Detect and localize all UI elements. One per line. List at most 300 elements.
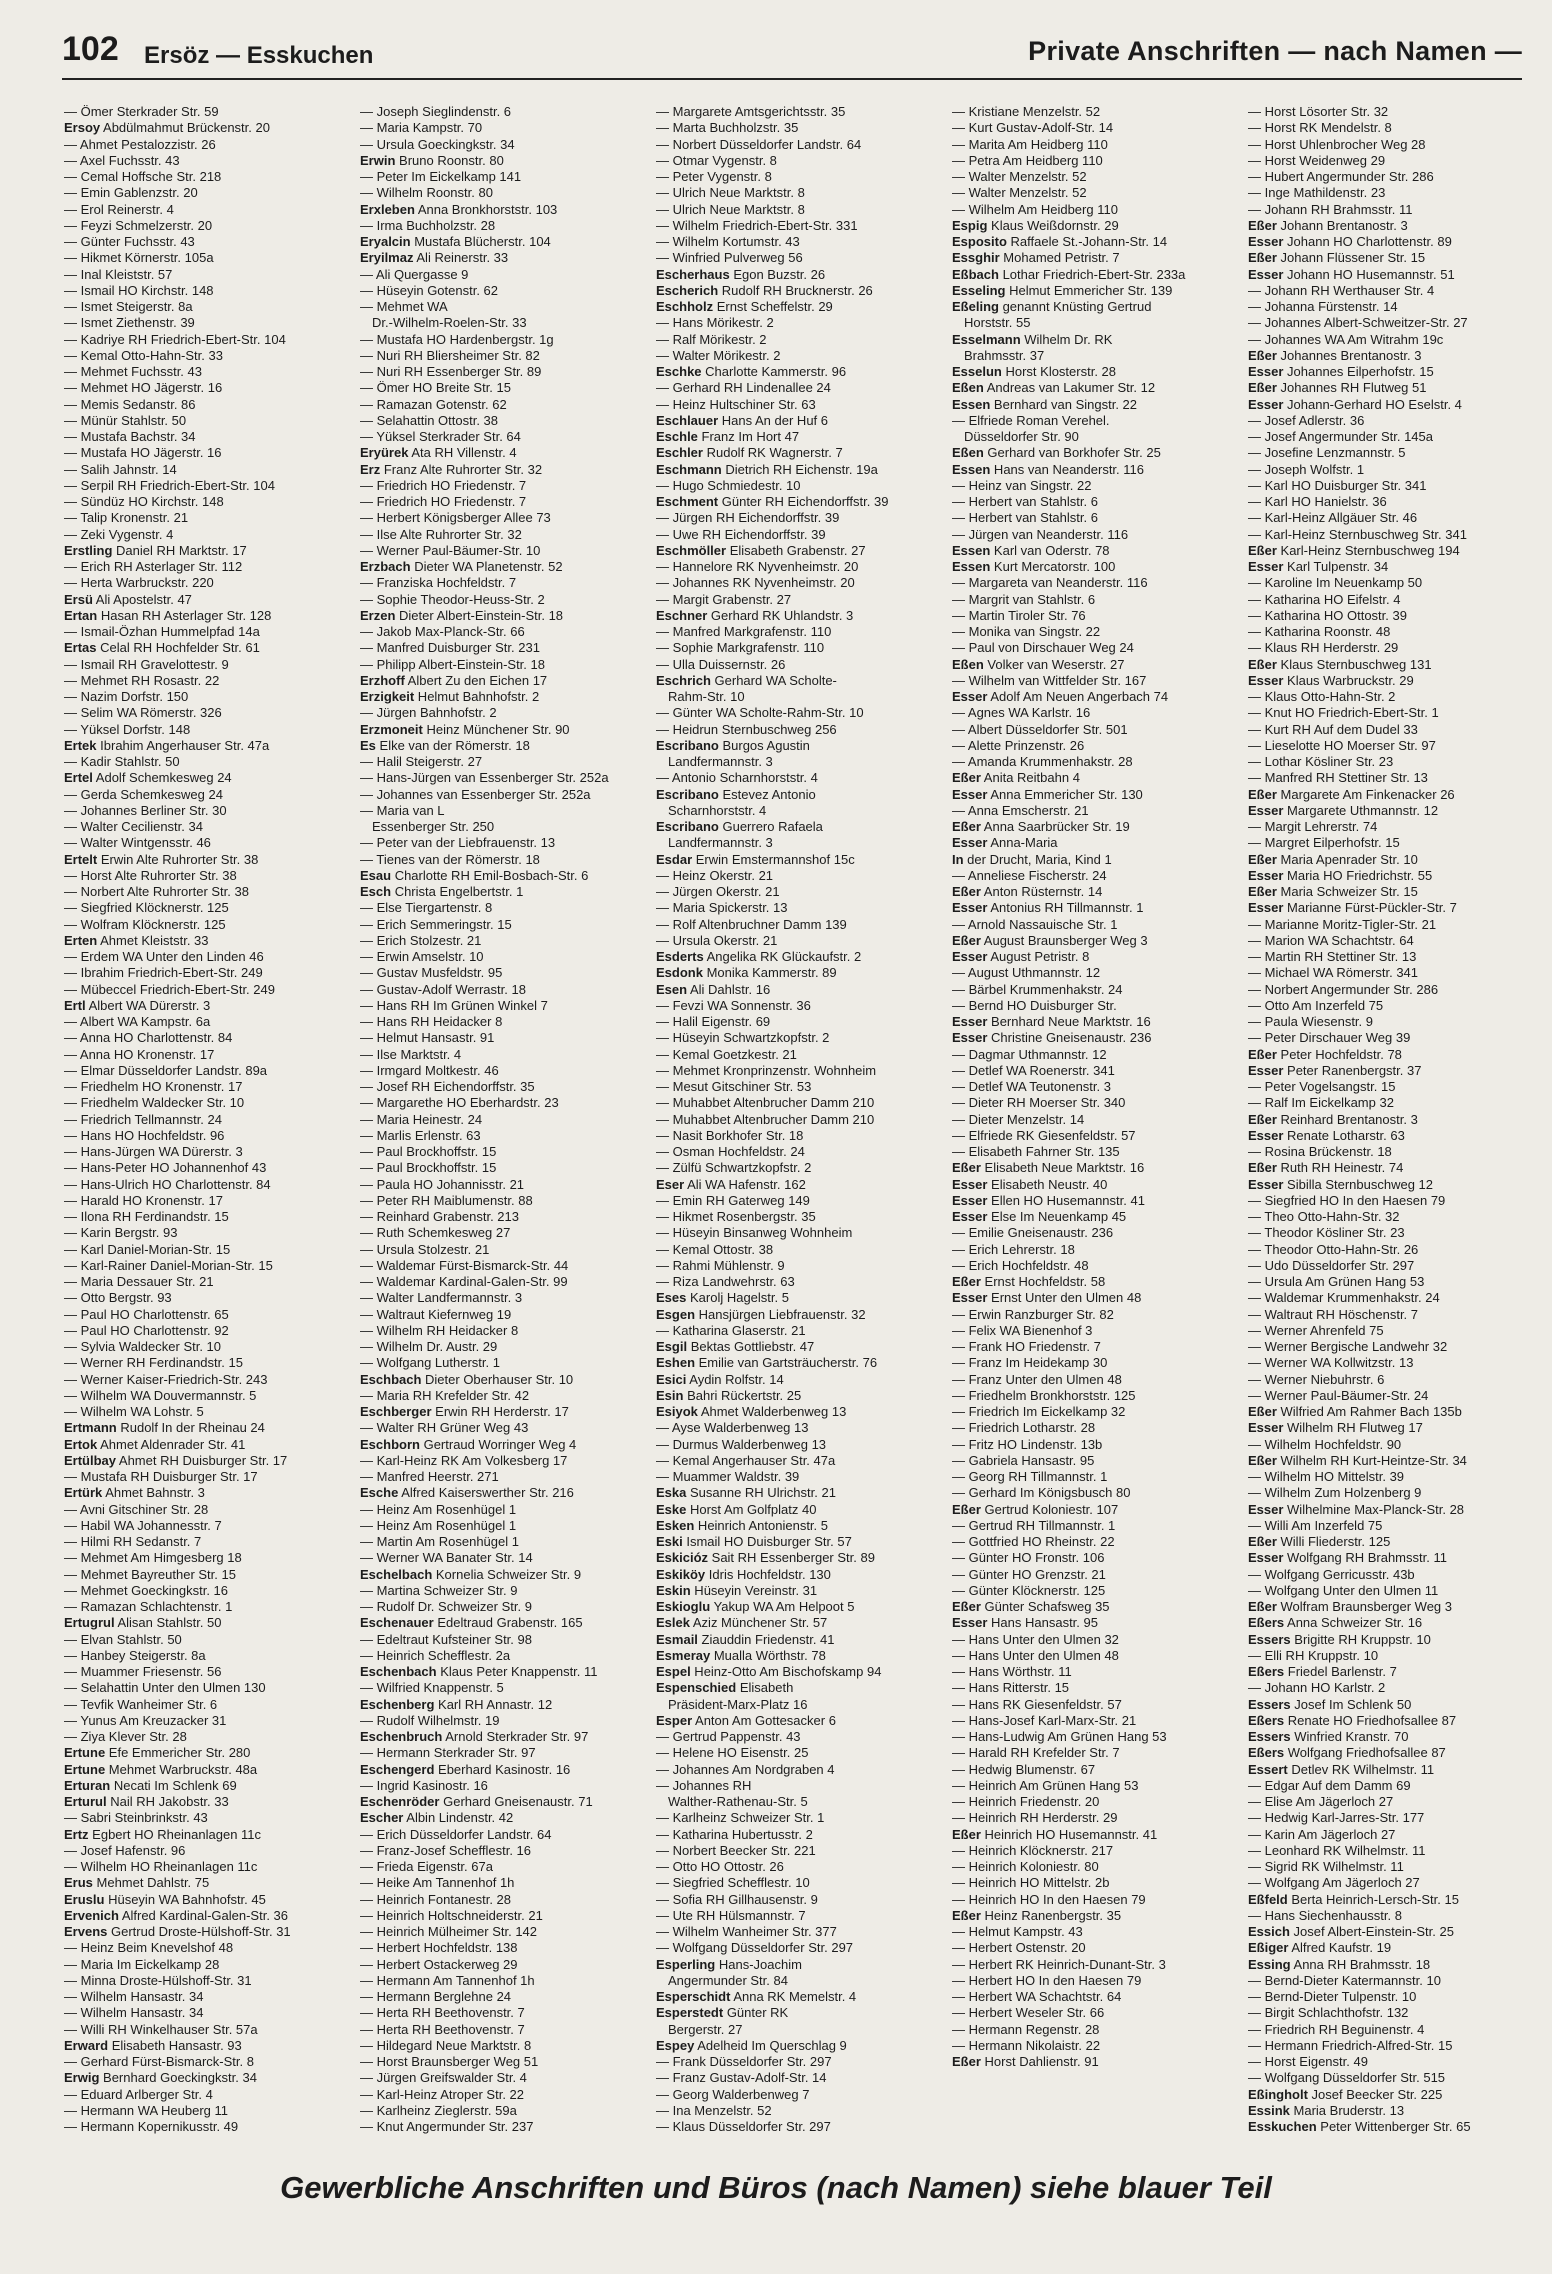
- listing-entry: Essen Hans van Neanderstr. 116: [952, 461, 1144, 477]
- listing-entry: — Muhabbet Altenbrucher Damm 210: [656, 1111, 875, 1127]
- listing-entry: Eßers Anna Schweizer Str. 16: [1248, 1615, 1423, 1631]
- listing-entry: — Tevfik Wanheimer Str. 6: [64, 1696, 218, 1712]
- listing-entry: — Maria Spickerstr. 13: [656, 900, 788, 916]
- listing-entry: — Heike Am Tannenhof 1h: [360, 1875, 515, 1891]
- listing-entry: Esgen Hansjürgen Liebfrauenstr. 32: [656, 1306, 866, 1322]
- listing-entry: — Selim WA Römerstr. 326: [64, 705, 222, 721]
- listing-entry: Esche Alfred Kaiserswerther Str. 216: [360, 1485, 574, 1501]
- listing-entry: — Ali Quergasse 9: [360, 266, 469, 282]
- listing-entry: — Dieter RH Moerser Str. 340: [952, 1095, 1126, 1111]
- listing-entry: Ertürk Ahmet Bahnstr. 3: [64, 1485, 205, 1501]
- listing-entry: — Harald RH Krefelder Str. 7: [952, 1745, 1120, 1761]
- listing-entry: — Kurt RH Auf dem Dudel 33: [1248, 721, 1418, 737]
- listing-entry: — Hermann Regenstr. 28: [952, 2021, 1100, 2037]
- listing-entry: Essen Kurt Mercatorstr. 100: [952, 559, 1116, 574]
- listing-entry: — Muammer Friesenstr. 56: [64, 1664, 222, 1679]
- listing-entry: — Hannelore RK Nyvenheimstr. 20: [656, 559, 859, 574]
- listing-entry: Erzigkeit Helmut Bahnhofstr. 2: [360, 689, 540, 704]
- listing-entry: — Karin Bergstr. 93: [64, 1225, 178, 1241]
- listing-entry: Escherich Rudolf RH Brucknerstr. 26: [656, 282, 873, 298]
- listing-entry: — Hildegard Neue Marktstr. 8: [360, 2037, 532, 2053]
- listing-entry: Eschrich Gerhard WA Scholte-: [656, 672, 837, 688]
- listing-entry: — Herbert WA Schachtstr. 64: [952, 1989, 1122, 2004]
- listing-entry: — Elmar Düsseldorfer Landstr. 89a: [64, 1062, 268, 1078]
- listing-entry: Esseling Helmut Emmericher Str. 139: [952, 282, 1173, 298]
- listing-entry: — Theo Otto-Hahn-Str. 32: [1248, 1209, 1400, 1224]
- listing-entry: — Werner Paul-Bäumer-Str. 10: [360, 542, 541, 558]
- listing-entry: — Inge Mathildenstr. 23: [1248, 185, 1386, 201]
- listing-entry: — Fevzi WA Sonnenstr. 36: [656, 997, 811, 1013]
- listing-entry: Essen Bernhard van Singstr. 22: [952, 396, 1138, 412]
- listing-entry: — Maria RH Krefelder Str. 42: [360, 1387, 530, 1403]
- listing-entry: — Detlef WA Roenerstr. 341: [952, 1062, 1115, 1078]
- listing-entry: Eßen Andreas van Lakumer Str. 12: [952, 380, 1156, 396]
- listing-entry: Eschberger Erwin RH Herderstr. 17: [360, 1404, 569, 1419]
- listing-entry: — Ulla Duissernstr. 26: [656, 656, 786, 672]
- listing-entry: — Friedrich HO Friedenstr. 7: [360, 494, 527, 509]
- listing-entry: — Hilmi RH Sedanstr. 7: [64, 1534, 202, 1549]
- listing-entry: — Herbert Ostenstr. 20: [952, 1940, 1086, 1956]
- listing-column-4: [952, 104, 1242, 2134]
- listing-entry: Eschengerd Eberhard Kasinostr. 16: [360, 1761, 571, 1777]
- listing-entry: — Günter WA Scholte-Rahm-Str. 10: [656, 705, 864, 721]
- listing-entry: — Hans Mörikestr. 2: [656, 315, 774, 331]
- listing-entry: — Rudolf Dr. Schweizer Str. 9: [360, 1599, 532, 1614]
- listing-entry: — Ismail HO Kirchstr. 148: [64, 282, 214, 298]
- listing-entry: — Gabriela Hansastr. 95: [952, 1452, 1095, 1468]
- listing-entry: Esen Ali Dahlstr. 16: [656, 981, 771, 997]
- listing-entry: Eschholz Ernst Scheffelstr. 29: [656, 299, 833, 314]
- listing-entry: — Marita Am Heidberg 110: [952, 136, 1108, 152]
- listing-entry: — Ursula Okerstr. 21: [656, 932, 778, 948]
- listing-entry: — Margit Lehrerstr. 74: [1248, 819, 1378, 834]
- listing-entry: — Heinrich Koloniestr. 80: [952, 1859, 1099, 1874]
- listing-entry: Eskioglu Yakup WA Am Helpoot 5: [656, 1599, 855, 1614]
- listing-entry: Eßer Ernst Hochfeldstr. 58: [952, 1274, 1106, 1289]
- listing-entry: — Herbert Königsberger Allee 73: [360, 510, 551, 526]
- listing-entry: Erstling Daniel RH Marktstr. 17: [64, 542, 247, 558]
- listing-entry: Ertugrul Alisan Stahlstr. 50: [64, 1615, 222, 1631]
- listing-entry: Brahmsstr. 37: [964, 347, 1045, 363]
- listing-entry: — Ahmet Pestalozzistr. 26: [64, 136, 216, 152]
- listing-columns: [64, 104, 1546, 2134]
- listing-entry: — Hugo Schmiedestr. 10: [656, 477, 801, 493]
- listing-entry: Eschle Franz Im Hort 47: [656, 429, 800, 444]
- listing-entry: — Mehmet Bayreuther Str. 15: [64, 1566, 236, 1582]
- footer-note: Gewerbliche Anschriften und Büros (nach Namen) siehe blauer Teil: [280, 2170, 1272, 2205]
- listing-entry: — Heinz Beim Knevelshof 48: [64, 1940, 234, 1956]
- listing-entry: — Mehmet Goeckingkstr. 16: [64, 1582, 229, 1598]
- listing-entry: — Jakob Max-Planck-Str. 66: [360, 624, 525, 639]
- listing-entry: — Johannes Albert-Schweitzer-Str. 27: [1248, 315, 1468, 331]
- listing-entry: — Heinz Hultschiner Str. 63: [656, 396, 816, 412]
- listing-entry: Erxleben Anna Bronkhorststr. 103: [360, 201, 558, 217]
- listing-entry: — Frieda Eigenstr. 67a: [360, 1859, 493, 1874]
- listing-entry: Eßer Elisabeth Neue Marktstr. 16: [952, 1160, 1145, 1176]
- listing-entry: — Ziya Klever Str. 28: [64, 1729, 187, 1744]
- listing-entry: — Lieselotte HO Moerser Str. 97: [1248, 737, 1436, 753]
- listing-entry: — Hüseyin Gotenstr. 62: [360, 282, 499, 298]
- listing-entry: — Antonio Scharnhorststr. 4: [656, 770, 818, 786]
- listing-entry: — Walter Mörikestr. 2: [656, 347, 781, 363]
- listing-entry: Esch Christa Engelbertstr. 1: [360, 884, 524, 899]
- listing-entry: — Arnold Nassauische Str. 1: [952, 916, 1118, 932]
- listing-entry: Espey Adelheid Im Querschlag 9: [656, 2037, 847, 2053]
- listing-entry: — Rahmi Mühlenstr. 9: [656, 1257, 785, 1273]
- listing-entry: Escherhaus Egon Buzstr. 26: [656, 266, 826, 282]
- listing-entry: Eschment Günter RH Eichendorffstr. 39: [656, 494, 889, 509]
- listing-entry: — Erich Hochfeldstr. 48: [952, 1257, 1089, 1273]
- listing-entry: — Walter Cecilienstr. 34: [64, 819, 203, 834]
- listing-entry: Esser August Petristr. 8: [952, 949, 1090, 964]
- listing-entry: Esmail Ziauddin Friedenstr. 41: [656, 1631, 835, 1647]
- listing-entry: — Mustafa Bachstr. 34: [64, 429, 196, 444]
- listing-entry: — Muammer Waldstr. 39: [656, 1469, 800, 1484]
- listing-entry: — Mehmet WA: [360, 299, 448, 314]
- listing-entry: — Else Tiergartenstr. 8: [360, 900, 493, 916]
- listing-entry: — Salih Jahnstr. 14: [64, 461, 177, 477]
- listing-entry: Scharnhorststr. 4: [668, 802, 767, 818]
- listing-entry: Espel Heinz-Otto Am Bischofskamp 94: [656, 1664, 882, 1679]
- listing-entry: — Werner Ahrenfeld 75: [1248, 1322, 1384, 1338]
- listing-entry: — Inal Kleiststr. 57: [64, 266, 173, 282]
- listing-entry: — Wolfgang Düsseldorfer Str. 297: [656, 1940, 854, 1956]
- listing-entry: — Jürgen Okerstr. 21: [656, 884, 780, 899]
- listing-entry: — Ömer Sterkrader Str. 59: [64, 104, 219, 119]
- listing-entry: Esmeray Mualla Wörthstr. 78: [656, 1647, 826, 1663]
- listing-entry: — Wilhelm Hansastr. 34: [64, 2005, 204, 2021]
- listing-entry: — Katharina HO Eifelstr. 4: [1248, 591, 1401, 607]
- listing-entry: — Siegfried Klöcknerstr. 125: [64, 900, 229, 916]
- listing-entry: — Emilie Gneisenaustr. 236: [952, 1225, 1114, 1241]
- listing-entry: — Sofia RH Gillhausenstr. 9: [656, 1891, 818, 1907]
- listing-entry: — Gottfried HO Rheinstr. 22: [952, 1534, 1115, 1549]
- listing-entry: — Peter Im Eickelkamp 141: [360, 169, 522, 184]
- listing-entry: — Erdem WA Unter den Linden 46: [64, 949, 264, 964]
- listing-entry: — Harald HO Kronenstr. 17: [64, 1192, 223, 1208]
- listing-entry: — Yüksel Dorfstr. 148: [64, 721, 191, 737]
- listing-entry: — Ruth Schemkesweg 27: [360, 1225, 511, 1241]
- listing-entry: Eschke Charlotte Kammerstr. 96: [656, 364, 847, 379]
- listing-entry: Esser Wilhelm RH Flutweg 17: [1248, 1420, 1423, 1436]
- listing-entry: — Hans Ritterstr. 15: [952, 1680, 1070, 1696]
- listing-entry: — Gerhard Im Königsbusch 80: [952, 1485, 1131, 1501]
- listing-entry: — Erwin Ranzburger Str. 82: [952, 1306, 1114, 1322]
- listing-entry: — Hermann Nikolaistr. 22: [952, 2037, 1101, 2053]
- listing-entry: — Hans-Jürgen WA Dürerstr. 3: [64, 1144, 243, 1159]
- listing-entry: Eschlauer Hans An der Huf 6: [656, 412, 828, 428]
- listing-entry: — Jürgen RH Eichendorffstr. 39: [656, 510, 840, 526]
- listing-entry: — Walter RH Grüner Weg 43: [360, 1420, 529, 1436]
- listing-entry: Esser Wolfgang RH Brahmsstr. 11: [1248, 1550, 1447, 1566]
- listing-entry: Eßers Wolfgang Friedhofsallee 87: [1248, 1745, 1446, 1761]
- listing-entry: — Johannes RH: [656, 1777, 752, 1793]
- listing-entry: Eschborn Gertraud Worringer Weg 4: [360, 1436, 577, 1452]
- listing-entry: Eschenbach Klaus Peter Knappenstr. 11: [360, 1664, 598, 1679]
- listing-entry: — Joseph Sieglindenstr. 6: [360, 104, 512, 119]
- listing-entry: — Karl-Heinz Atroper Str. 22: [360, 2086, 525, 2102]
- listing-entry: Eßer Horst Dahlienstr. 91: [952, 2054, 1099, 2069]
- listing-entry: Rahm-Str. 10: [668, 689, 745, 704]
- listing-entry: Ertmann Rudolf In der Rheinau 24: [64, 1420, 265, 1436]
- listing-entry: — Otto Am Inzerfeld 75: [1248, 997, 1384, 1013]
- listing-entry: — Heinrich Schefflestr. 2a: [360, 1647, 511, 1663]
- listing-entry: Espig Klaus Weißdornstr. 29: [952, 217, 1119, 233]
- listing-entry: Horststr. 55: [964, 315, 1031, 331]
- listing-entry: — Mustafa HO Jägerstr. 16: [64, 445, 222, 461]
- listing-entry: — Karin Am Jägerloch 27: [1248, 1826, 1396, 1842]
- listing-entry: — Edeltraut Kufsteiner Str. 98: [360, 1631, 532, 1647]
- listing-entry: Ertek Ibrahim Angerhauser Str. 47a: [64, 737, 270, 753]
- listing-entry: — Hans Wörthstr. 11: [952, 1664, 1072, 1679]
- listing-entry: — Norbert Beecker Str. 221: [656, 1842, 816, 1858]
- listing-entry: Ervenich Alfred Kardinal-Galen-Str. 36: [64, 1907, 289, 1923]
- listing-entry: — Paul von Dirschauer Weg 24: [952, 640, 1134, 656]
- listing-entry: — Werner Paul-Bäumer-Str. 24: [1248, 1387, 1429, 1403]
- listing-entry: — Jürgen van Neanderstr. 116: [952, 526, 1129, 542]
- listing-entry: — Werner Bergische Landwehr 32: [1248, 1339, 1448, 1354]
- listing-entry: — Walter Wintgensstr. 46: [64, 835, 211, 851]
- listing-entry: — Mehmet HO Jägerstr. 16: [64, 380, 223, 396]
- listing-entry: — Elfriede Roman Verehel.: [952, 412, 1110, 428]
- listing-entry: Bergerstr. 27: [668, 2021, 743, 2037]
- listing-entry: — Muhabbet Altenbrucher Damm 210: [656, 1095, 875, 1111]
- listing-entry: — Georg RH Tillmannstr. 1: [952, 1469, 1108, 1484]
- listing-entry: — Heidrun Sternbuschweg 256: [656, 721, 837, 737]
- listing-entry: — Erwin Amselstr. 10: [360, 949, 484, 964]
- listing-entry: — Hubert Angermunder Str. 286: [1248, 169, 1434, 184]
- listing-entry: — Heinrich Holtschneiderstr. 21: [360, 1907, 543, 1923]
- listing-entry: Eßeling genannt Knüsting Gertrud: [952, 299, 1152, 314]
- listing-entry: — Yunus Am Kreuzacker 31: [64, 1712, 227, 1728]
- listing-entry: — Johannes Berliner Str. 30: [64, 802, 227, 818]
- listing-entry: — Peter RH Maiblumenstr. 88: [360, 1192, 533, 1208]
- listing-entry: — Waldemar Fürst-Bismarck-Str. 44: [360, 1257, 569, 1273]
- listing-entry: — Frank Düsseldorfer Str. 297: [656, 2054, 832, 2069]
- listing-entry: — Manfred Duisburger Str. 231: [360, 640, 540, 656]
- listing-entry: Espenschied Elisabeth: [656, 1680, 794, 1696]
- listing-entry: — Wilhelm Wanheimer Str. 377: [656, 1924, 837, 1939]
- listing-entry: — Heinrich HO In den Haesen 79: [952, 1891, 1146, 1907]
- listing-entry: — Knut HO Friedrich-Ebert-Str. 1: [1248, 705, 1439, 721]
- listing-entry: Esser Christine Gneisenaustr. 236: [952, 1030, 1152, 1046]
- listing-entry: Escribano Burgos Agustin: [656, 737, 810, 753]
- listing-entry: Ertas Celal RH Hochfelder Str. 61: [64, 640, 260, 656]
- listing-entry: Esser Antonius RH Tillmannstr. 1: [952, 900, 1144, 916]
- listing-entry: Eschelbach Kornelia Schweizer Str. 9: [360, 1566, 582, 1582]
- listing-entry: — Ulrich Neue Marktstr. 8: [656, 201, 805, 217]
- listing-entry: — Horst Eigenstr. 49: [1248, 2054, 1368, 2069]
- listing-entry: — Wilhelm HO Rheinanlagen 11c: [64, 1859, 258, 1874]
- listing-entry: — Mesut Gitschiner Str. 53: [656, 1079, 812, 1094]
- listing-entry: — Willi Am Inzerfeld 75: [1248, 1517, 1383, 1533]
- listing-column-2: [360, 104, 650, 2134]
- listing-entry: — Ursula Am Grünen Hang 53: [1248, 1274, 1425, 1289]
- listing-entry: — Jürgen Bahnhofstr. 2: [360, 705, 497, 721]
- listing-entry: Esser Johann HO Charlottenstr. 89: [1248, 234, 1452, 249]
- listing-entry: — Mübeccel Friedrich-Ebert-Str. 249: [64, 981, 275, 997]
- listing-entry: — Emin Gablenzstr. 20: [64, 185, 198, 201]
- listing-entry: — Karl-Heinz Allgäuer Str. 46: [1248, 510, 1418, 526]
- listing-entry: — Hedwig Blumenstr. 67: [952, 1761, 1096, 1777]
- listing-entry: Ertune Efe Emmericher Str. 280: [64, 1745, 251, 1761]
- listing-entry: — Wilhelm Kortumstr. 43: [656, 234, 800, 249]
- listing-entry: — Karl-Heinz Sternbuschweg Str. 341: [1248, 526, 1467, 542]
- listing-entry: Erturul Nail RH Jakobstr. 33: [64, 1794, 229, 1809]
- listing-entry: — Friedrich Im Eickelkamp 32: [952, 1404, 1126, 1419]
- listing-entry: — Josefine Lenzmannstr. 5: [1248, 445, 1406, 461]
- name-range: Ersöz — Esskuchen: [144, 42, 374, 69]
- listing-entry: — Wilfried Knappenstr. 5: [360, 1680, 504, 1696]
- listing-entry: — Osman Hochfeldstr. 24: [656, 1144, 805, 1159]
- listing-entry: Eßer Heinrich HO Husemannstr. 41: [952, 1826, 1158, 1842]
- listing-entry: — Ayse Walderbenweg 13: [656, 1420, 809, 1436]
- listing-entry: — Otto Bergstr. 93: [64, 1290, 172, 1306]
- listing-entry: — Marta Buchholzstr. 35: [656, 120, 799, 136]
- listing-entry: Eßen Gerhard van Borkhofer Str. 25: [952, 445, 1161, 461]
- listing-entry: Esser Wilhelmine Max-Planck-Str. 28: [1248, 1501, 1465, 1517]
- listing-entry: Esgil Bektas Gottliebstr. 47: [656, 1339, 815, 1354]
- listing-entry: Eßingholt Josef Beecker Str. 225: [1248, 2086, 1443, 2102]
- listing-entry: — Theodor Otto-Hahn-Str. 26: [1248, 1241, 1419, 1257]
- listing-entry: Ertok Ahmet Aldenrader Str. 41: [64, 1436, 246, 1452]
- listing-entry: — Hans RK Giesenfeldstr. 57: [952, 1696, 1122, 1712]
- listing-entry: — Horst Weidenweg 29: [1248, 152, 1386, 168]
- listing-entry: — Marion WA Schachtstr. 64: [1248, 932, 1414, 948]
- listing-entry: — Gustav Musfeldstr. 95: [360, 965, 503, 981]
- listing-entry: — Waldemar Kardinal-Galen-Str. 99: [360, 1274, 568, 1289]
- listing-entry: — Hans RH Im Grünen Winkel 7: [360, 997, 548, 1013]
- listing-entry: — Avni Gitschiner Str. 28: [64, 1501, 209, 1517]
- listing-entry: — Herbert van Stahlstr. 6: [952, 494, 1098, 509]
- listing-entry: — Josef Adlerstr. 36: [1248, 412, 1365, 428]
- listing-entry: — Heinz Am Rosenhügel 1: [360, 1517, 517, 1533]
- listing-entry: — Franz Gustav-Adolf-Str. 14: [656, 2070, 827, 2086]
- listing-entry: Essink Maria Bruderstr. 13: [1248, 2102, 1405, 2118]
- listing-entry: — Heinz van Singstr. 22: [952, 477, 1092, 493]
- listing-entry: Essert Detlev RK Wilhelmstr. 11: [1248, 1761, 1435, 1777]
- listing-entry: Erz Franz Alte Ruhrorter Str. 32: [360, 461, 543, 477]
- listing-entry: — Elli RH Kruppstr. 10: [1248, 1647, 1379, 1663]
- listing-entry: — Margret Eilperhofstr. 15: [1248, 835, 1400, 851]
- listing-entry: — Waltraut Kiefernweg 19: [360, 1306, 512, 1322]
- listing-entry: — Wolfgang Unter den Ulmen 11: [1248, 1582, 1439, 1598]
- listing-entry: — Eduard Arlberger Str. 4: [64, 2086, 213, 2102]
- listing-entry: Eskin Hüseyin Vereinstr. 31: [656, 1582, 818, 1598]
- listing-entry: — Wilhelm HO Mittelstr. 39: [1248, 1469, 1405, 1484]
- listing-entry: — Otmar Vygenstr. 8: [656, 152, 777, 168]
- listing-entry: — Friedrich Lotharstr. 28: [952, 1420, 1096, 1436]
- listing-entry: Eski Ismail HO Duisburger Str. 57: [656, 1534, 852, 1549]
- listing-entry: — Karlheinz Schweizer Str. 1: [656, 1810, 825, 1826]
- listing-entry: Esser Klaus Warbruckstr. 29: [1248, 672, 1414, 688]
- listing-entry: — Wolfram Klöcknerstr. 125: [64, 916, 226, 932]
- listing-entry: Esser Hans Hansastr. 95: [952, 1615, 1098, 1631]
- listing-entry: — Wilhelm WA Lohstr. 5: [64, 1404, 204, 1419]
- listing-entry: — Kadir Stahlstr. 50: [64, 754, 180, 769]
- listing-entry: — Ramazan Schlachtenstr. 1: [64, 1599, 233, 1614]
- listing-entry: — Anna HO Kronenstr. 17: [64, 1046, 215, 1062]
- listing-entry: — Peter Dirschauer Weg 39: [1248, 1030, 1411, 1046]
- listing-entry: — Bärbel Krummenhakstr. 24: [952, 981, 1123, 997]
- listing-entry: — Maria van L: [360, 802, 445, 818]
- listing-entry: — Karl HO Duisburger Str. 341: [1248, 477, 1427, 493]
- listing-entry: Esser Ernst Unter den Ulmen 48: [952, 1290, 1142, 1306]
- listing-entry: — Margarete Amtsgerichtsstr. 35: [656, 104, 846, 119]
- listing-entry: — Waldemar Krummenhakstr. 24: [1248, 1290, 1440, 1306]
- listing-entry: — Ilse Marktstr. 4: [360, 1046, 462, 1062]
- listing-entry: Escribano Estevez Antonio: [656, 786, 816, 802]
- listing-entry: — Ramazan Gotenstr. 62: [360, 396, 507, 412]
- listing-entry: — Margarethe HO Eberhardstr. 23: [360, 1095, 559, 1111]
- listing-entry: — Selahattin Unter den Ulmen 130: [64, 1680, 266, 1696]
- listing-entry: — Martina Schweizer Str. 9: [360, 1582, 518, 1598]
- listing-entry: — Ulrich Neue Marktstr. 8: [656, 185, 805, 201]
- listing-entry: — Elise Am Jägerloch 27: [1248, 1794, 1394, 1809]
- listing-entry: — Kristiane Menzelstr. 52: [952, 104, 1101, 119]
- listing-entry: — Kemal Ottostr. 38: [656, 1241, 774, 1257]
- listing-entry: Eschmann Dietrich RH Eichenstr. 19a: [656, 461, 878, 477]
- page-number: 102: [62, 30, 119, 68]
- listing-entry: — Fritz HO Lindenstr. 13b: [952, 1436, 1103, 1452]
- listing-entry: — Josef Hafenstr. 96: [64, 1842, 186, 1858]
- listing-entry: — Karoline Im Neuenkamp 50: [1248, 575, 1423, 591]
- listing-entry: Eruslu Hüseyin WA Bahnhofstr. 45: [64, 1891, 266, 1907]
- listing-entry: Eskicióz Sait RH Essenberger Str. 89: [656, 1550, 875, 1566]
- listing-entry: — Cemal Hoffsche Str. 218: [64, 169, 222, 184]
- listing-entry: — Elisabeth Fahrner Str. 135: [952, 1144, 1120, 1159]
- listing-entry: Erzhoff Albert Zu den Eichen 17: [360, 672, 548, 688]
- listing-entry: — Halil Eigenstr. 69: [656, 1014, 771, 1029]
- listing-entry: — Kemal Otto-Hahn-Str. 33: [64, 347, 223, 363]
- listing-entry: — Herbert HO In den Haesen 79: [952, 1972, 1142, 1988]
- listing-entry: Angermunder Str. 84: [668, 1972, 788, 1988]
- listing-entry: Ertan Hasan RH Asterlager Str. 128: [64, 607, 272, 623]
- listing-entry: Düsseldorfer Str. 90: [964, 429, 1079, 444]
- listing-entry: — Heinrich HO Mittelstr. 2b: [952, 1875, 1110, 1891]
- page-header: [62, 28, 1522, 80]
- listing-entry: Ertülbay Ahmet RH Duisburger Str. 17: [64, 1452, 288, 1468]
- listing-entry: — Ismail RH Gravelottestr. 9: [64, 656, 229, 672]
- listing-entry: — Philipp Albert-Einstein-Str. 18: [360, 656, 545, 672]
- listing-entry: Ertelt Erwin Alte Ruhrorter Str. 38: [64, 851, 259, 867]
- listing-entry: — Ralf Mörikestr. 2: [656, 331, 767, 347]
- listing-entry: — Ibrahim Friedrich-Ebert-Str. 249: [64, 965, 263, 981]
- listing-entry: Dr.-Wilhelm-Roelen-Str. 33: [372, 315, 527, 331]
- listing-entry: — Uwe RH Eichendorffstr. 39: [656, 526, 826, 542]
- listing-entry: Eßer Margarete Am Finkenacker 26: [1248, 786, 1455, 802]
- listing-entry: — Hans HO Hochfeldstr. 96: [64, 1127, 225, 1143]
- listing-entry: — Marianne Moritz-Tigler-Str. 21: [1248, 916, 1437, 932]
- listing-entry: — Michael WA Römerstr. 341: [1248, 965, 1419, 981]
- listing-entry: Esser Peter Ranenbergstr. 37: [1248, 1062, 1422, 1078]
- listing-entry: — Katharina HO Ottostr. 39: [1248, 607, 1407, 623]
- listing-entry: — Walter Menzelstr. 52: [952, 169, 1087, 184]
- listing-entry: — Ute RH Hülsmannstr. 7: [656, 1907, 806, 1923]
- listing-entry: — Yüksel Sterkrader Str. 64: [360, 429, 521, 444]
- listing-entry: — Kadriye RH Friedrich-Ebert-Str. 104: [64, 331, 286, 347]
- listing-entry: Präsident-Marx-Platz 16: [668, 1696, 808, 1712]
- listing-entry: Escribano Guerrero Rafaela: [656, 819, 823, 834]
- listing-entry: Esser Karl Tulpenstr. 34: [1248, 559, 1389, 574]
- listing-entry: — Maria Heinestr. 24: [360, 1111, 483, 1127]
- listing-entry: Esiyok Ahmet Walderbenweg 13: [656, 1404, 847, 1419]
- listing-entry: Eßer Reinhard Brentanostr. 3: [1248, 1111, 1418, 1127]
- listing-entry: Landfermannstr. 3: [668, 754, 773, 769]
- listing-entry: Eßer Anna Saarbrücker Str. 19: [952, 819, 1130, 834]
- listing-entry: — Erol Reinerstr. 4: [64, 201, 174, 217]
- listing-entry: — Otto HO Ottostr. 26: [656, 1859, 784, 1874]
